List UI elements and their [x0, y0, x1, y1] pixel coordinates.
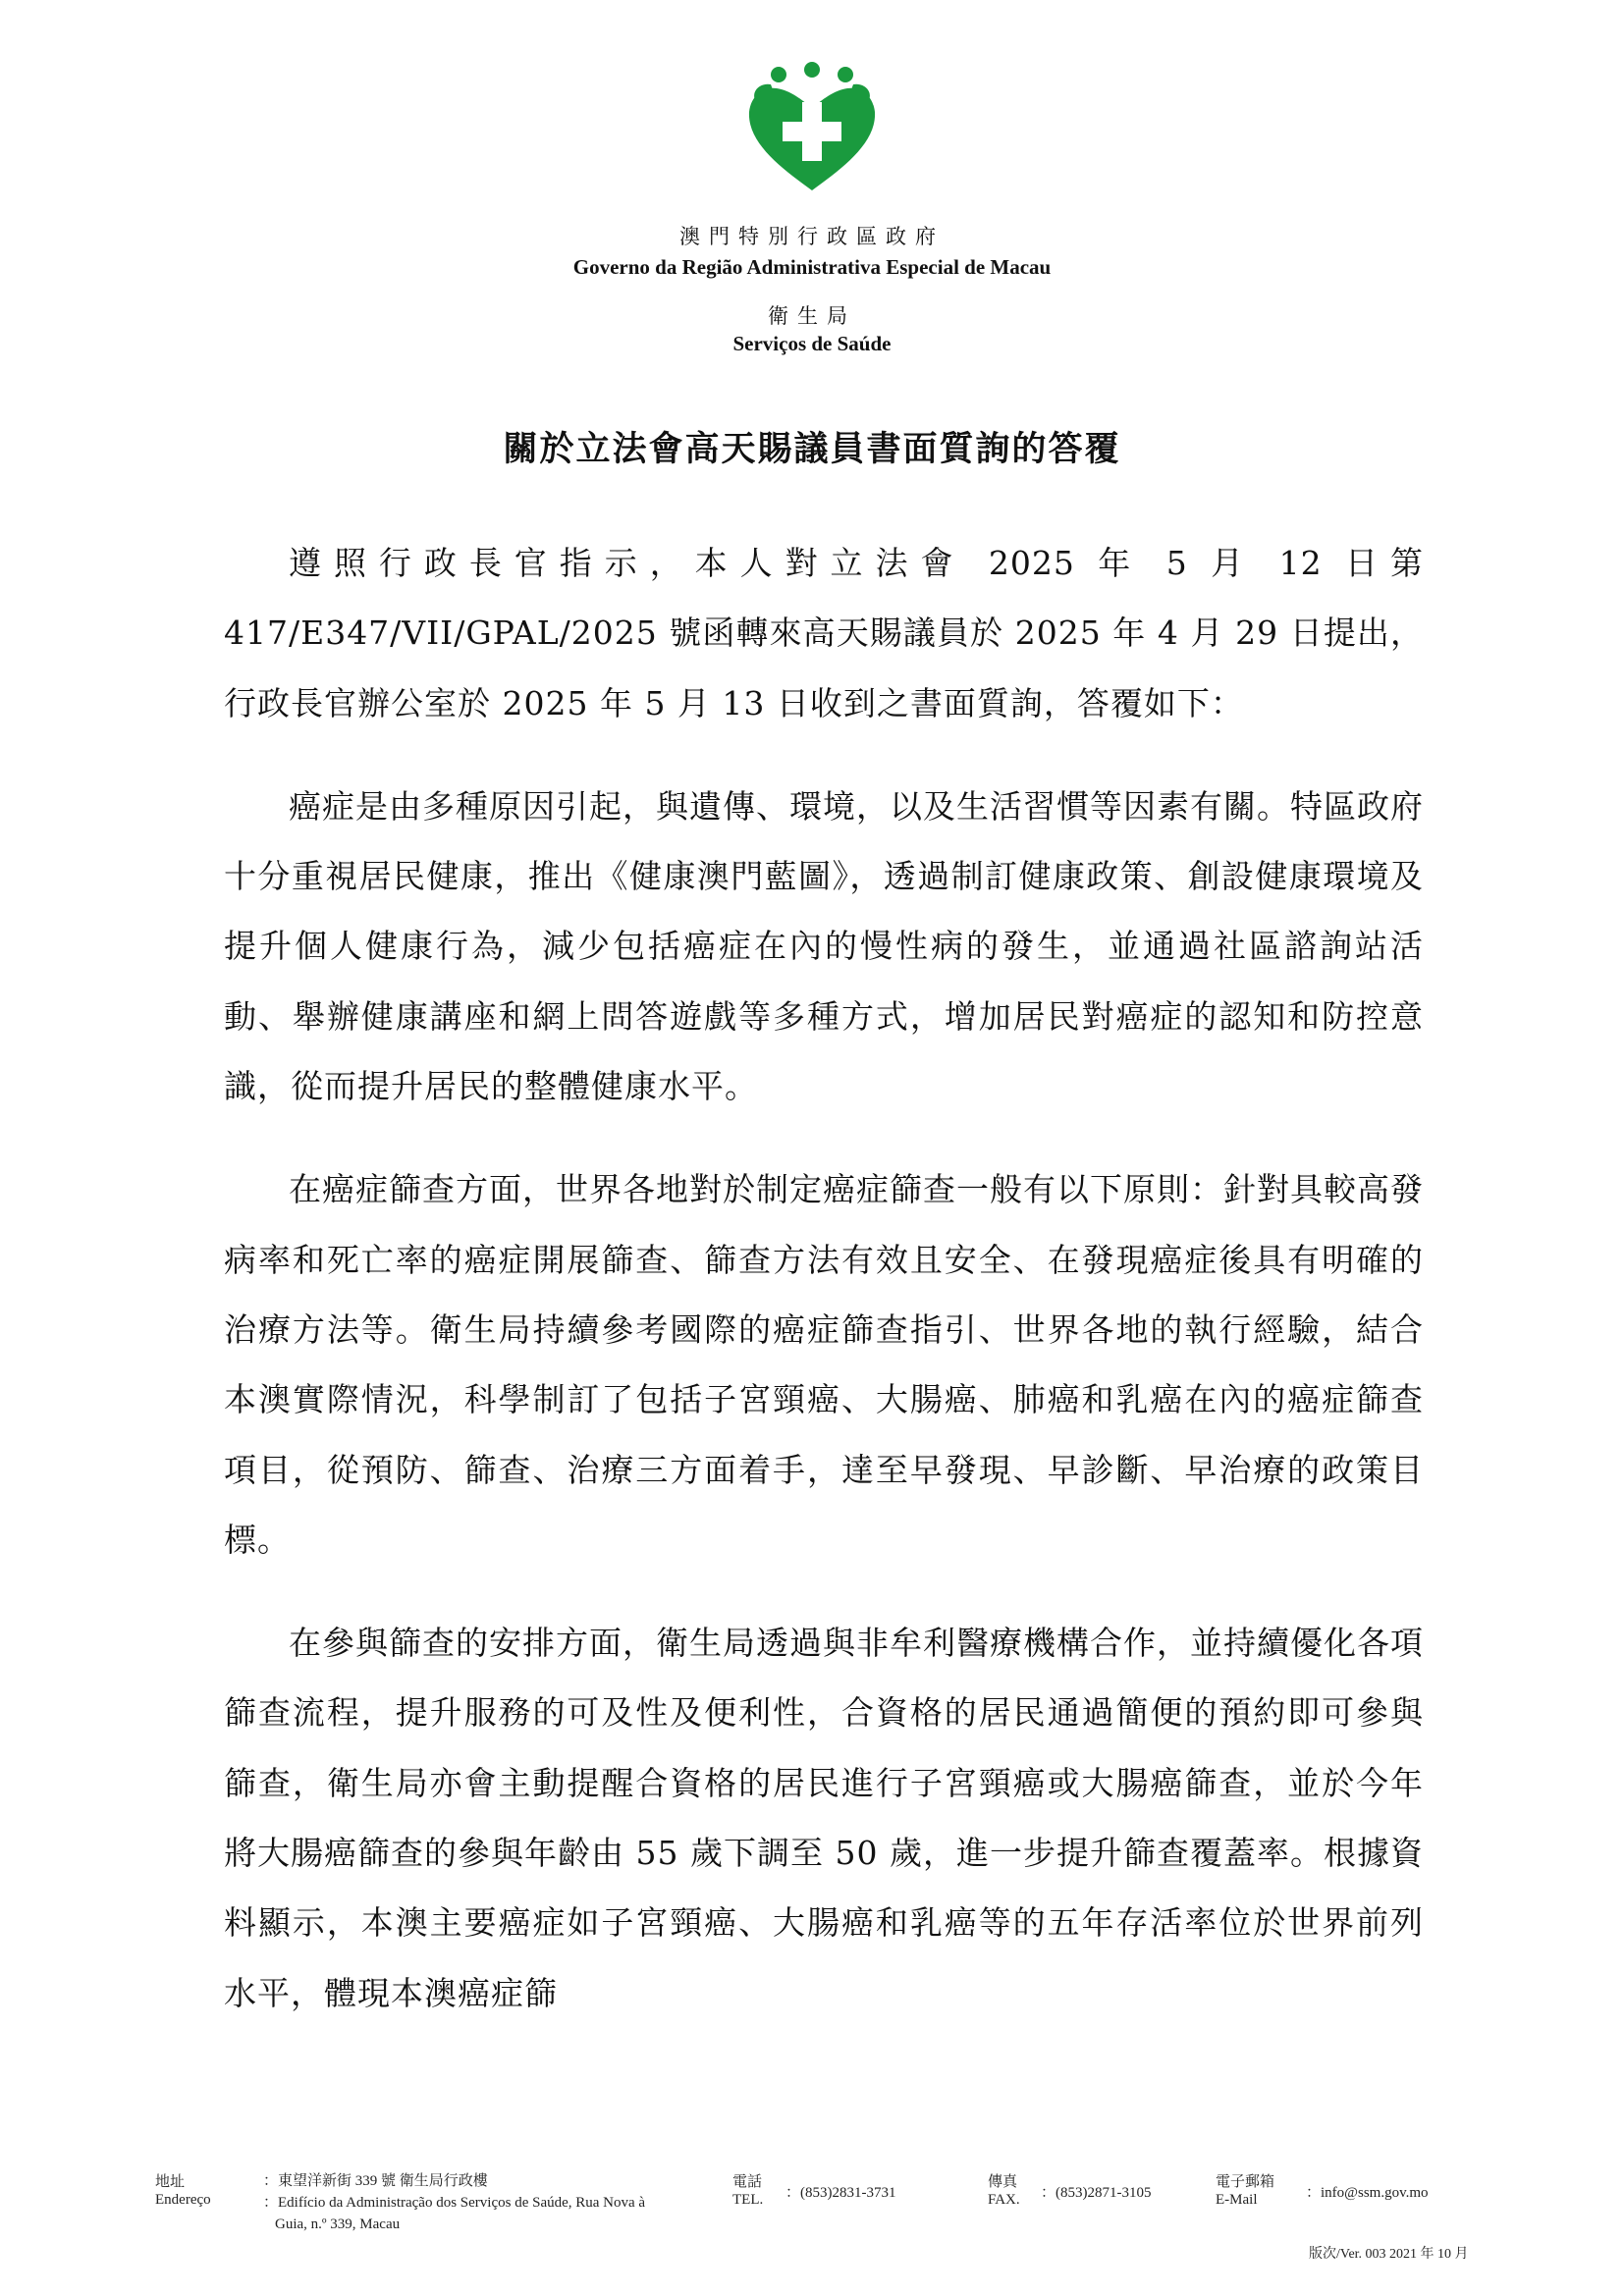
email-label-zh: 電子郵箱	[1216, 2174, 1275, 2190]
fax-label-zh: 傳真	[988, 2174, 1018, 2190]
government-name-portuguese: Governo da Região Administrativa Especial de Macau	[572, 255, 1052, 279]
document-title: 關於立法會高天賜議員書面質詢的答覆	[503, 429, 1121, 469]
tel-value: ：(853)2831-3731	[785, 2185, 896, 2201]
department-name-chinese: 衛生局	[768, 304, 856, 328]
macau-health-heart-cross-icon	[743, 61, 881, 193]
tel-label-en: TEL.	[732, 2192, 764, 2208]
address-value	[263, 2170, 705, 2235]
version-label: 版次/Ver. 003 2021 年 10 月	[1309, 2247, 1469, 2262]
paragraph: 在參與篩查的安排方面，衛生局透過與非牟利醫療機構合作，並持續優化各項篩查流程，提升服務的可及性及便利性，合資格的居民通過簡便的預約即可參與篩查，衛生局亦會主動提醒合資格的居民進行子宮頸癌或大腸癌篩查，並於今年將大腸癌篩查的參與年齡由 55 歲下調至 50 歲，進一步提升篩查覆蓋率。根據資料顯示，本澳主要癌症如子宮頸癌、大腸癌和乳癌等的五年存活率位於世界前列水平，體現本澳癌症篩	[224, 1624, 1424, 2012]
email-value: ：info@ssm.gov.mo	[1306, 2185, 1429, 2201]
department-name-portuguese: Serviços de Saúde	[732, 332, 892, 355]
address-pt-line2: Guia, n.º 339, Macau	[275, 2216, 401, 2232]
fax-label-en: FAX.	[988, 2192, 1020, 2208]
address-label-pt: Endereço	[155, 2192, 211, 2208]
paragraph: 遵照行政長官指示，本人對立法會 2025 年 5 月 12 日第 417/E347/VII/GPAL/2025 號函轉來高天賜議員於 2025 年 4 月 29 日提出，行政長官辦公室於 2025 年 5 月 13 日收到之書面質詢，答覆如下：	[224, 544, 1424, 722]
fax-value: ：(853)2871-3105	[1041, 2185, 1152, 2201]
paragraph: 在癌症篩查方面，世界各地對於制定癌症篩查一般有以下原則：針對具較高發病率和死亡率的癌症開展篩查、篩查方法有效且安全、在發現癌症後具有明確的治療方法等。衛生局持續參考國際的癌症篩查指引、世界各地的執行經驗，結合本澳實際情況，科學制訂了包括子宮頸癌、大腸癌、肺癌和乳癌在內的癌症篩查項目，從預防、篩查、治療三方面着手，達至早發現、早診斷、早治療的政策目標。	[224, 1170, 1424, 1559]
address-zh: ：東望洋新街 339 號 衛生局行政樓	[263, 2173, 488, 2189]
paragraph: 癌症是由多種原因引起，與遺傳、環境，以及生活習慣等因素有關。特區政府十分重視居民健康，推出《健康澳門藍圖》，透過制訂健康政策、創設健康環境及提升個人健康行為，減少包括癌症在內的慢性病的發生，並通過社區諮詢站活動、舉辦健康講座和網上問答遊戲等多種方式，增加居民對癌症的認知和防控意識，從而提升居民的整體健康水平。	[224, 786, 1424, 1106]
address-label-zh: 地址	[155, 2174, 186, 2190]
government-name-chinese: 澳門特別行政區政府	[679, 225, 945, 248]
email-label-en: E-Mail	[1216, 2192, 1258, 2208]
page-footer	[0, 2155, 1624, 2292]
tel-label-zh: 電話	[732, 2174, 763, 2190]
document-body	[224, 528, 1424, 2028]
address-pt-line1: ：Edifício da Administração dos Serviços de Saúde, Rua Nova à	[263, 2195, 646, 2211]
